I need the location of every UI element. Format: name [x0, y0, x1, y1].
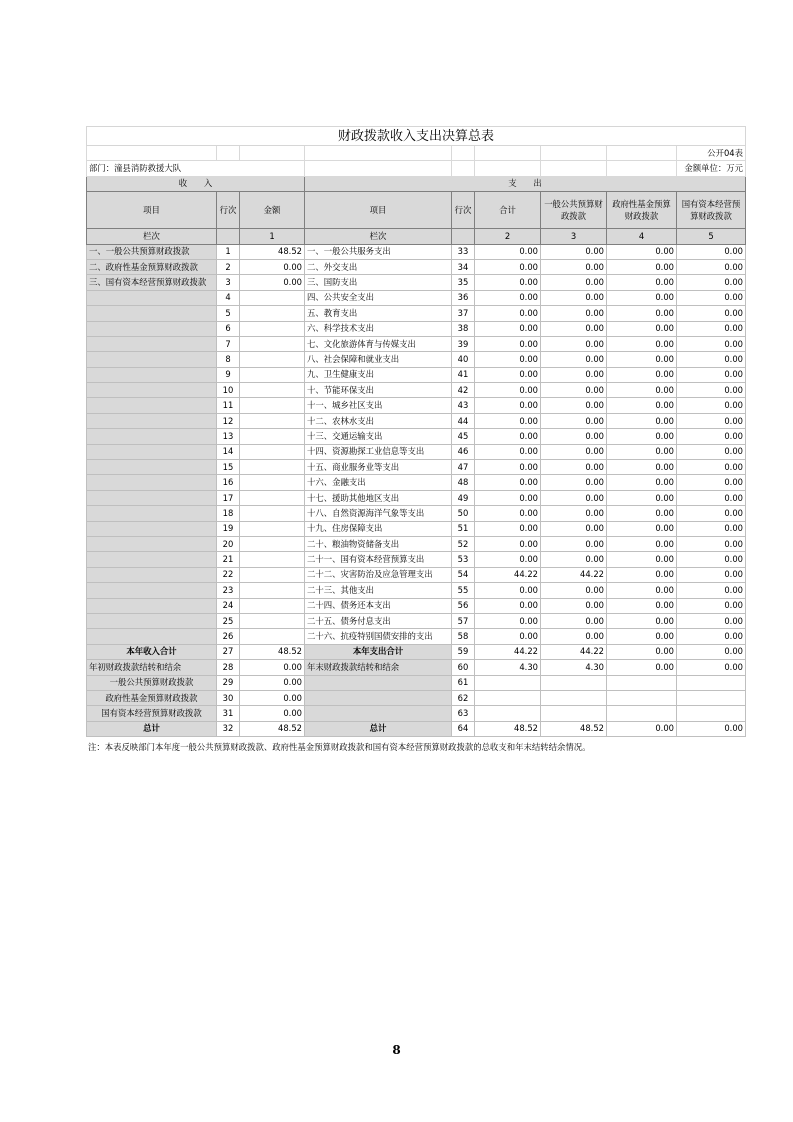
cell-cap: 0.00 [677, 367, 746, 382]
cell-fund: 0.00 [607, 536, 677, 551]
cell-in-item [87, 536, 217, 551]
cell-in-item [87, 490, 217, 505]
cell-ex-no: 56 [452, 598, 475, 613]
cell-ex-item: 二十、粮油物资储备支出 [305, 536, 452, 551]
cell-cap: 0.00 [677, 629, 746, 644]
cell-fund: 0.00 [607, 321, 677, 336]
cell-in-no: 4 [217, 290, 240, 305]
cell-ex-item: 四、公共安全支出 [305, 290, 452, 305]
form-code: 公开04表 [677, 146, 746, 161]
cell-in-amt [240, 536, 305, 551]
cell-in-no: 14 [217, 444, 240, 459]
cell-in-item [87, 413, 217, 428]
cell-ex-no: 47 [452, 460, 475, 475]
cell-in-item [87, 383, 217, 398]
cell-total: 0.00 [475, 367, 541, 382]
cell-in-amt [240, 460, 305, 475]
cell-total: 0.00 [475, 383, 541, 398]
cell-in-no: 22 [217, 567, 240, 582]
cell-total: 0.00 [475, 352, 541, 367]
cell-total: 0.00 [475, 460, 541, 475]
cell-gen: 0.00 [541, 490, 607, 505]
cell-ex-item: 三、国防支出 [305, 275, 452, 290]
table-row [87, 521, 746, 536]
table-row [87, 367, 746, 382]
table-row [87, 352, 746, 367]
cell-ex-item: 二十四、债务还本支出 [305, 598, 452, 613]
cell-in-amt [240, 398, 305, 413]
cell-in-no: 15 [217, 460, 240, 475]
cell-cap: 0.00 [677, 290, 746, 305]
table-row [87, 583, 746, 598]
cell-in-amt [240, 506, 305, 521]
report-sheet [86, 126, 745, 737]
cell-gen: 0.00 [541, 598, 607, 613]
table-row [87, 613, 746, 628]
cell-in-amt: 0.00 [240, 275, 305, 290]
cell-in-item [87, 552, 217, 567]
cell-in-amt [240, 583, 305, 598]
cell-ex-item: 十一、城乡社区支出 [305, 398, 452, 413]
col-index-5: 5 [677, 229, 746, 244]
cell-cap: 0.00 [677, 598, 746, 613]
table-row: 本年收入合计 27 48.52 本年支出合计 59 44.22 44.22 0.00 0.00 [87, 644, 746, 659]
cell-in-item [87, 629, 217, 644]
cell-fund: 0.00 [607, 460, 677, 475]
cell-fund: 0.00 [607, 598, 677, 613]
cell-total: 0.00 [475, 398, 541, 413]
table-title: 财政拨款收入支出决算总表 [87, 127, 746, 146]
cell-total: 0.00 [475, 336, 541, 351]
cell-in-no: 12 [217, 413, 240, 428]
cell-gen: 0.00 [541, 413, 607, 428]
cell-gen: 0.00 [541, 444, 607, 459]
cell-ex-no: 55 [452, 583, 475, 598]
cell-ex-no: 34 [452, 259, 475, 274]
cell-in-amt [240, 552, 305, 567]
cell-in-amt: 48.52 [240, 244, 305, 259]
cell-in-no: 17 [217, 490, 240, 505]
cell-gen: 0.00 [541, 321, 607, 336]
cell-in-amt [240, 306, 305, 321]
cell-in-item [87, 367, 217, 382]
expense-header: 支 出 [305, 176, 746, 191]
table-row [87, 475, 746, 490]
cell-in-item [87, 460, 217, 475]
cell-fund: 0.00 [607, 259, 677, 274]
cell-cap: 0.00 [677, 244, 746, 259]
cell-cap: 0.00 [677, 506, 746, 521]
cell-in-no: 10 [217, 383, 240, 398]
cell-cap: 0.00 [677, 536, 746, 551]
table-row [87, 413, 746, 428]
cell-cap: 0.00 [677, 398, 746, 413]
table-row [87, 306, 746, 321]
cell-in-item: 三、国有资本经营预算财政拨款 [87, 275, 217, 290]
cell-gen: 0.00 [541, 475, 607, 490]
cell-gen: 0.00 [541, 244, 607, 259]
cell-in-item [87, 290, 217, 305]
cell-in-item [87, 352, 217, 367]
cell-ex-no: 33 [452, 244, 475, 259]
cell-gen: 0.00 [541, 352, 607, 367]
table-row [87, 552, 746, 567]
cell-gen: 0.00 [541, 259, 607, 274]
table-row: 总计 32 48.52 总计 64 48.52 48.52 0.00 0.00 [87, 721, 746, 736]
cell-cap: 0.00 [677, 475, 746, 490]
cell-cap: 0.00 [677, 490, 746, 505]
cell-total: 0.00 [475, 275, 541, 290]
cell-cap: 0.00 [677, 429, 746, 444]
fiscal-summary-table [86, 126, 746, 737]
cell-cap: 0.00 [677, 460, 746, 475]
cell-ex-item: 十五、商业服务业等支出 [305, 460, 452, 475]
table-row [87, 490, 746, 505]
cell-ex-no: 43 [452, 398, 475, 413]
cell-cap: 0.00 [677, 383, 746, 398]
cell-in-amt [240, 567, 305, 582]
table-row [87, 321, 746, 336]
table-row: 国有资本经营预算财政拨款 31 0.00 63 [87, 706, 746, 721]
cell-fund: 0.00 [607, 444, 677, 459]
income-header: 收 入 [87, 176, 305, 191]
cell-ex-no: 50 [452, 506, 475, 521]
cell-in-no: 25 [217, 613, 240, 628]
cell-fund: 0.00 [607, 336, 677, 351]
table-row [87, 460, 746, 475]
cell-gen: 0.00 [541, 613, 607, 628]
table-row [87, 536, 746, 551]
cell-fund: 0.00 [607, 290, 677, 305]
cell-gen: 0.00 [541, 398, 607, 413]
cell-ex-no: 42 [452, 383, 475, 398]
cell-in-item [87, 444, 217, 459]
income-amount-header: 金额 [240, 192, 305, 229]
table-row [87, 398, 746, 413]
cell-fund: 0.00 [607, 613, 677, 628]
cell-in-item [87, 321, 217, 336]
cell-gen: 0.00 [541, 429, 607, 444]
cell-total: 0.00 [475, 259, 541, 274]
cell-in-amt [240, 490, 305, 505]
cell-in-no: 6 [217, 321, 240, 336]
cell-fund: 0.00 [607, 413, 677, 428]
cell-ex-item: 十四、资源勘探工业信息等支出 [305, 444, 452, 459]
cell-total: 0.00 [475, 552, 541, 567]
cell-ex-item: 十二、农林水支出 [305, 413, 452, 428]
cell-total: 0.00 [475, 506, 541, 521]
cell-ex-item: 七、文化旅游体育与传媒支出 [305, 336, 452, 351]
cell-ex-item: 十七、援助其他地区支出 [305, 490, 452, 505]
table-row: 一般公共预算财政拨款 29 0.00 61 [87, 675, 746, 690]
cell-total: 0.00 [475, 613, 541, 628]
cell-fund: 0.00 [607, 521, 677, 536]
cell-gen: 44.22 [541, 567, 607, 582]
cell-in-no: 8 [217, 352, 240, 367]
cell-gen: 0.00 [541, 552, 607, 567]
cell-fund: 0.00 [607, 552, 677, 567]
cell-in-amt [240, 598, 305, 613]
cell-in-amt [240, 413, 305, 428]
cell-total: 0.00 [475, 244, 541, 259]
cell-fund: 0.00 [607, 583, 677, 598]
table-row [87, 383, 746, 398]
table-row [87, 275, 746, 290]
cell-in-no: 19 [217, 521, 240, 536]
cell-in-no: 11 [217, 398, 240, 413]
cell-fund: 0.00 [607, 383, 677, 398]
cell-fund: 0.00 [607, 629, 677, 644]
cell-total: 0.00 [475, 475, 541, 490]
cell-in-amt [240, 613, 305, 628]
cell-in-amt [240, 629, 305, 644]
cell-fund: 0.00 [607, 506, 677, 521]
cell-cap: 0.00 [677, 567, 746, 582]
cell-total: 0.00 [475, 413, 541, 428]
cell-in-item [87, 567, 217, 582]
cell-total: 0.00 [475, 521, 541, 536]
cell-ex-no: 39 [452, 336, 475, 351]
cell-gen: 0.00 [541, 306, 607, 321]
cell-gen: 0.00 [541, 367, 607, 382]
cell-total: 0.00 [475, 444, 541, 459]
cell-fund: 0.00 [607, 429, 677, 444]
cell-in-no: 20 [217, 536, 240, 551]
table-row [87, 429, 746, 444]
cell-in-amt [240, 336, 305, 351]
cell-ex-item: 九、卫生健康支出 [305, 367, 452, 382]
cell-in-no: 13 [217, 429, 240, 444]
lanci-label: 栏次 [305, 229, 452, 244]
table-row [87, 444, 746, 459]
cell-total: 0.00 [475, 490, 541, 505]
cell-in-item [87, 583, 217, 598]
cell-in-no: 16 [217, 475, 240, 490]
cell-in-no: 1 [217, 244, 240, 259]
cell-gen: 0.00 [541, 460, 607, 475]
cell-ex-no: 51 [452, 521, 475, 536]
cell-ex-item: 二十三、其他支出 [305, 583, 452, 598]
state-capital-header: 国有资本经营预算财政拨款 [677, 192, 746, 229]
cell-ex-no: 35 [452, 275, 475, 290]
table-row [87, 506, 746, 521]
cell-ex-item: 二十六、抗疫特别国债安排的支出 [305, 629, 452, 644]
cell-fund: 0.00 [607, 275, 677, 290]
cell-in-amt: 0.00 [240, 259, 305, 274]
cell-gen: 0.00 [541, 583, 607, 598]
cell-cap: 0.00 [677, 521, 746, 536]
cell-ex-item: 一、一般公共服务支出 [305, 244, 452, 259]
total-header: 合计 [475, 192, 541, 229]
cell-in-amt [240, 321, 305, 336]
income-item-header: 项目 [87, 192, 217, 229]
table-note: 注：本表反映部门本年度一般公共预算财政拨款、政府性基金预算财政拨款和国有资本经营预算财政拨款的总收支和年末结转结余情况。 [88, 742, 591, 752]
cell-in-no: 5 [217, 306, 240, 321]
lanci-label: 栏次 [87, 229, 217, 244]
cell-total: 44.22 [475, 567, 541, 582]
col-index-2: 2 [475, 229, 541, 244]
cell-in-item [87, 429, 217, 444]
cell-in-no: 26 [217, 629, 240, 644]
cell-ex-no: 45 [452, 429, 475, 444]
cell-gen: 0.00 [541, 536, 607, 551]
cell-gen: 0.00 [541, 336, 607, 351]
cell-cap: 0.00 [677, 306, 746, 321]
cell-ex-no: 52 [452, 536, 475, 551]
cell-ex-item: 十六、金融支出 [305, 475, 452, 490]
income-row-header: 行次 [217, 192, 240, 229]
cell-in-no: 2 [217, 259, 240, 274]
cell-total: 0.00 [475, 583, 541, 598]
cell-in-no: 18 [217, 506, 240, 521]
cell-ex-no: 38 [452, 321, 475, 336]
cell-cap: 0.00 [677, 321, 746, 336]
cell-cap: 0.00 [677, 352, 746, 367]
page-number: 8 [392, 1043, 401, 1057]
cell-ex-item: 十九、住房保障支出 [305, 521, 452, 536]
cell-total: 0.00 [475, 306, 541, 321]
cell-in-item: 二、政府性基金预算财政拨款 [87, 259, 217, 274]
cell-in-amt [240, 429, 305, 444]
cell-gen: 0.00 [541, 521, 607, 536]
cell-in-item [87, 506, 217, 521]
cell-ex-item: 十八、自然资源海洋气象等支出 [305, 506, 452, 521]
cell-total: 0.00 [475, 290, 541, 305]
cell-ex-item: 十三、交通运输支出 [305, 429, 452, 444]
cell-in-item: 一、一般公共预算财政拨款 [87, 244, 217, 259]
table-row [87, 336, 746, 351]
table-row [87, 567, 746, 582]
cell-ex-item: 二十一、国有资本经营预算支出 [305, 552, 452, 567]
cell-ex-no: 37 [452, 306, 475, 321]
col-index-4: 4 [607, 229, 677, 244]
cell-ex-no: 57 [452, 613, 475, 628]
cell-in-amt [240, 521, 305, 536]
cell-cap: 0.00 [677, 275, 746, 290]
cell-in-item [87, 475, 217, 490]
cell-ex-no: 44 [452, 413, 475, 428]
cell-gen: 0.00 [541, 275, 607, 290]
department-label: 部门：潼县消防救援大队 [87, 161, 305, 176]
cell-in-no: 3 [217, 275, 240, 290]
cell-in-item [87, 598, 217, 613]
cell-ex-item: 十、节能环保支出 [305, 383, 452, 398]
table-row [87, 259, 746, 274]
cell-ex-no: 54 [452, 567, 475, 582]
col-index-1: 1 [240, 229, 305, 244]
cell-ex-no: 48 [452, 475, 475, 490]
cell-in-no: 21 [217, 552, 240, 567]
cell-fund: 0.00 [607, 567, 677, 582]
cell-ex-item: 六、科学技术支出 [305, 321, 452, 336]
cell-in-amt [240, 352, 305, 367]
table-row: 政府性基金预算财政拨款 30 0.00 62 [87, 690, 746, 705]
col-index-3: 3 [541, 229, 607, 244]
cell-fund: 0.00 [607, 306, 677, 321]
cell-in-no: 23 [217, 583, 240, 598]
cell-ex-no: 58 [452, 629, 475, 644]
cell-in-amt [240, 444, 305, 459]
cell-in-no: 7 [217, 336, 240, 351]
cell-in-item [87, 521, 217, 536]
cell-total: 0.00 [475, 598, 541, 613]
cell-cap: 0.00 [677, 259, 746, 274]
cell-in-item [87, 306, 217, 321]
cell-in-amt [240, 383, 305, 398]
cell-total: 0.00 [475, 321, 541, 336]
cell-gen: 0.00 [541, 506, 607, 521]
cell-gen: 0.00 [541, 383, 607, 398]
cell-fund: 0.00 [607, 367, 677, 382]
cell-ex-no: 46 [452, 444, 475, 459]
cell-total: 0.00 [475, 429, 541, 444]
table-row [87, 629, 746, 644]
cell-ex-no: 36 [452, 290, 475, 305]
cell-ex-no: 41 [452, 367, 475, 382]
table-row: 年初财政拨款结转和结余 28 0.00 年末财政拨款结转和结余 60 4.30 4.30 0.00 0.00 [87, 660, 746, 675]
cell-in-amt [240, 475, 305, 490]
table-row [87, 244, 746, 259]
unit-label: 金额单位：万元 [677, 161, 746, 176]
cell-fund: 0.00 [607, 475, 677, 490]
general-budget-header: 一般公共预算财政拨款 [541, 192, 607, 229]
cell-ex-item: 八、社会保障和就业支出 [305, 352, 452, 367]
cell-in-item [87, 613, 217, 628]
expense-row-header: 行次 [452, 192, 475, 229]
cell-in-amt [240, 367, 305, 382]
cell-ex-item: 五、教育支出 [305, 306, 452, 321]
gov-fund-header: 政府性基金预算财政拨款 [607, 192, 677, 229]
cell-in-item [87, 398, 217, 413]
cell-fund: 0.00 [607, 244, 677, 259]
cell-cap: 0.00 [677, 444, 746, 459]
cell-in-no: 9 [217, 367, 240, 382]
cell-gen: 0.00 [541, 290, 607, 305]
cell-cap: 0.00 [677, 613, 746, 628]
cell-in-no: 24 [217, 598, 240, 613]
cell-cap: 0.00 [677, 583, 746, 598]
cell-ex-no: 49 [452, 490, 475, 505]
cell-total: 0.00 [475, 536, 541, 551]
cell-cap: 0.00 [677, 413, 746, 428]
cell-fund: 0.00 [607, 352, 677, 367]
table-row [87, 598, 746, 613]
cell-ex-item: 二十五、债务付息支出 [305, 613, 452, 628]
cell-ex-no: 40 [452, 352, 475, 367]
cell-ex-no: 53 [452, 552, 475, 567]
cell-ex-item: 二、外交支出 [305, 259, 452, 274]
cell-in-amt [240, 290, 305, 305]
cell-gen: 0.00 [541, 629, 607, 644]
cell-cap: 0.00 [677, 552, 746, 567]
expense-item-header: 项目 [305, 192, 452, 229]
cell-cap: 0.00 [677, 336, 746, 351]
cell-fund: 0.00 [607, 490, 677, 505]
table-row [87, 290, 746, 305]
cell-fund: 0.00 [607, 398, 677, 413]
cell-ex-item: 二十二、灾害防治及应急管理支出 [305, 567, 452, 582]
cell-total: 0.00 [475, 629, 541, 644]
cell-in-item [87, 336, 217, 351]
